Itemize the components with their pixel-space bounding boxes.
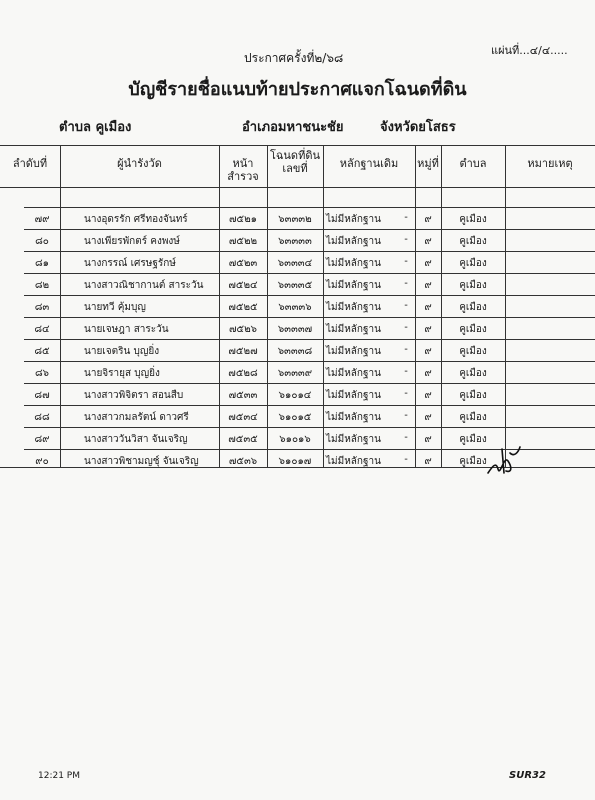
cell-moo: ๙ <box>424 258 432 269</box>
table-hline <box>24 295 595 296</box>
cell-moo: ๙ <box>424 324 432 335</box>
cell-tambon: คูเมือง <box>459 368 487 379</box>
cell-survey-page: ๗๕๒๓ <box>228 258 258 269</box>
cell-order: ๙๐ <box>35 456 49 467</box>
cell-moo: ๙ <box>424 456 432 467</box>
cell-deed-number: ๖๓๓๓๕ <box>277 280 313 291</box>
print-time: 12:21 PM <box>38 771 80 781</box>
table-hline <box>24 383 595 384</box>
cell-deed-number: ๖๑๐๑๖ <box>279 434 311 445</box>
cell-deed-number: ๖๓๓๓๒ <box>278 214 312 225</box>
table-hline <box>24 339 595 340</box>
cell-surveyor-name: นางเพียรพักตร์ คงพงษ์ <box>84 236 180 247</box>
cell-survey-page: ๗๕๒๑ <box>228 214 258 225</box>
cell-order: ๘๐ <box>35 236 49 247</box>
cell-deed-number: ๖๓๓๓๖ <box>278 302 312 313</box>
cell-order: ๗๙ <box>34 214 50 225</box>
cell-order: ๘๓ <box>34 302 50 313</box>
cell-original-evidence: ไม่มีหลักฐาน <box>326 434 381 445</box>
cell-original-evidence: ไม่มีหลักฐาน <box>326 236 381 247</box>
cell-survey-page: ๗๕๒๔ <box>228 280 258 291</box>
cell-surveyor-name: นางสาวพิชามญชุ์ จันเจริญ <box>84 456 199 467</box>
table-header-cell: หลักฐานเดิม <box>339 157 399 170</box>
cell-original-evidence: ไม่มีหลักฐาน <box>326 456 381 467</box>
cell-deed-number: ๖๑๐๑๔ <box>278 390 312 401</box>
cell-original-evidence: ไม่มีหลักฐาน <box>326 258 381 269</box>
cell-survey-page: ๗๕๒๕ <box>228 302 258 313</box>
cell-tambon: คูเมือง <box>459 390 487 401</box>
cell-order: ๘๘ <box>34 412 50 423</box>
cell-survey-page: ๗๕๒๖ <box>228 324 258 335</box>
cell-evidence-dash: - <box>404 278 408 289</box>
table-header-cell: ลำดับที่ <box>12 157 48 170</box>
cell-deed-number: ๖๓๓๓๓ <box>278 236 312 247</box>
cell-tambon: คูเมือง <box>459 302 487 313</box>
cell-moo: ๙ <box>424 434 432 445</box>
cell-moo: ๙ <box>424 302 432 313</box>
cell-order: ๘๑ <box>34 258 50 269</box>
cell-deed-number: ๖๑๐๑๗ <box>278 456 312 467</box>
cell-surveyor-name: นางสาวณิชากานต์ สาระวัน <box>84 280 204 291</box>
cell-survey-page: ๗๕๒๗ <box>228 346 258 357</box>
cell-surveyor-name: นางสาววันวิสา จันเจริญ <box>84 434 188 445</box>
cell-evidence-dash: - <box>404 256 408 267</box>
cell-survey-page: ๗๕๒๘ <box>228 368 258 379</box>
table-header-cell: ตำบล <box>459 157 487 170</box>
cell-moo: ๙ <box>424 368 432 379</box>
table-header-cell: หน้าสำรวจ <box>227 157 259 183</box>
cell-evidence-dash: - <box>404 454 408 465</box>
cell-surveyor-name: นายเจษฎา สาระวัน <box>84 324 169 335</box>
cell-surveyor-name: นายจิรายุส บุญยิ่ง <box>84 368 160 379</box>
cell-survey-page: ๗๕๓๕ <box>228 434 258 445</box>
cell-tambon: คูเมือง <box>459 434 487 445</box>
cell-tambon: คูเมือง <box>459 456 487 467</box>
cell-tambon: คูเมือง <box>459 412 487 423</box>
cell-tambon: คูเมือง <box>459 324 487 335</box>
cell-survey-page: ๗๕๓๔ <box>228 412 258 423</box>
cell-evidence-dash: - <box>404 366 408 377</box>
cell-surveyor-name: นางสาวกมลรัตน์ ดาวศรี <box>84 412 189 423</box>
table-vline <box>60 145 61 468</box>
land-deed-table <box>0 145 595 468</box>
cell-surveyor-name: นางอุดรรัก ศรีทองจันทร์ <box>84 214 188 225</box>
table-header-cell: หมายเหตุ <box>527 157 573 170</box>
cell-survey-page: ๗๕๓๓ <box>228 390 258 401</box>
cell-evidence-dash: - <box>404 410 408 421</box>
cell-evidence-dash: - <box>404 212 408 223</box>
cell-order: ๘๖ <box>34 368 50 379</box>
cell-original-evidence: ไม่มีหลักฐาน <box>326 390 381 401</box>
cell-moo: ๙ <box>424 236 432 247</box>
location-amphoe: อำเภอมหาชนะชัย <box>242 120 344 135</box>
sheet-number: แผ่นที่...๔/๔..... <box>491 44 568 57</box>
location-province: จังหวัดยโสธร <box>380 120 456 135</box>
table-header-cell: โฉนดที่ดิน เลขที่ <box>270 149 320 175</box>
table-vline <box>505 145 506 468</box>
table-vline <box>323 145 324 468</box>
cell-surveyor-name: นางสาวพิจิตรา สอนสืบ <box>84 390 184 401</box>
cell-order: ๘๙ <box>34 434 50 445</box>
cell-original-evidence: ไม่มีหลักฐาน <box>326 214 381 225</box>
cell-deed-number: ๖๓๓๓๗ <box>277 324 313 335</box>
cell-tambon: คูเมือง <box>459 346 487 357</box>
table-hline <box>24 229 595 230</box>
cell-deed-number: ๖๓๓๓๘ <box>277 346 313 357</box>
cell-evidence-dash: - <box>404 300 408 311</box>
table-hline <box>24 405 595 406</box>
cell-original-evidence: ไม่มีหลักฐาน <box>326 346 381 357</box>
cell-original-evidence: ไม่มีหลักฐาน <box>326 324 381 335</box>
cell-deed-number: ๖๓๓๓๙ <box>277 368 313 379</box>
cell-original-evidence: ไม่มีหลักฐาน <box>326 280 381 291</box>
cell-surveyor-name: นายเจตริน บุญยิ่ง <box>84 346 160 357</box>
table-hline <box>24 251 595 252</box>
cell-tambon: คูเมือง <box>459 214 487 225</box>
cell-order: ๘๗ <box>34 390 50 401</box>
cell-moo: ๙ <box>424 280 432 291</box>
table-header-cell: ผู้นำรังวัด <box>117 157 162 170</box>
cell-tambon: คูเมือง <box>459 236 487 247</box>
cell-evidence-dash: - <box>404 322 408 333</box>
cell-survey-page: ๗๕๒๒ <box>228 236 258 247</box>
table-header-cell: หมู่ที่ <box>417 157 439 170</box>
cell-tambon: คูเมือง <box>459 280 487 291</box>
table-hline <box>24 207 595 208</box>
cell-survey-page: ๗๕๓๖ <box>228 456 258 467</box>
cell-original-evidence: ไม่มีหลักฐาน <box>326 368 381 379</box>
handwritten-signature <box>484 443 524 479</box>
cell-evidence-dash: - <box>404 344 408 355</box>
cell-moo: ๙ <box>424 412 432 423</box>
cell-evidence-dash: - <box>404 432 408 443</box>
cell-moo: ๙ <box>424 214 432 225</box>
cell-original-evidence: ไม่มีหลักฐาน <box>326 302 381 313</box>
cell-moo: ๙ <box>424 390 432 401</box>
cell-deed-number: ๖๓๓๓๔ <box>277 258 313 269</box>
document-title: บัญชีรายชื่อแนบท้ายประกาศแจกโฉนดที่ดิน <box>128 79 467 100</box>
cell-evidence-dash: - <box>404 234 408 245</box>
table-hline <box>24 317 595 318</box>
table-hline <box>24 273 595 274</box>
announcement-number: ประกาศครั้งที่๒/๖๘ <box>244 51 344 65</box>
cell-deed-number: ๖๑๐๑๕ <box>278 412 312 423</box>
cell-surveyor-name: นายทวี คุ้มบุญ <box>84 302 146 313</box>
cell-surveyor-name: นางกรรณ์ เศรษฐรักษ์ <box>84 258 176 269</box>
cell-original-evidence: ไม่มีหลักฐาน <box>326 412 381 423</box>
cell-order: ๘๒ <box>34 280 50 291</box>
document-code: SUR32 <box>509 770 546 781</box>
location-tambon: ตำบล คูเมือง <box>59 120 132 135</box>
cell-order: ๘๕ <box>34 346 50 357</box>
cell-tambon: คูเมือง <box>459 258 487 269</box>
cell-evidence-dash: - <box>404 388 408 399</box>
table-hline <box>24 427 595 428</box>
cell-order: ๘๔ <box>34 324 50 335</box>
table-hline <box>24 361 595 362</box>
cell-moo: ๙ <box>424 346 432 357</box>
